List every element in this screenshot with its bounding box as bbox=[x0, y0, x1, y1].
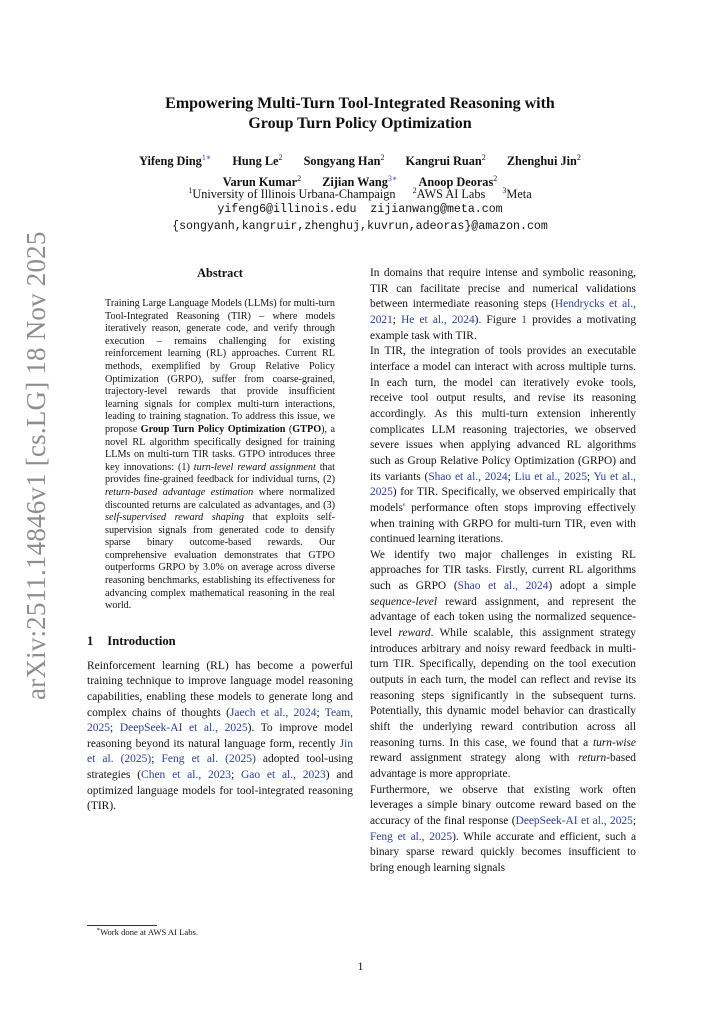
citation-link[interactable]: Chen et al., 2023 bbox=[141, 769, 231, 781]
abstract-heading: Abstract bbox=[197, 266, 243, 280]
affiliation: $^3$Meta bbox=[502, 186, 532, 202]
citation-link[interactable]: Jin et al. (2025) bbox=[87, 737, 353, 766]
citation-link[interactable]: DeepSeek-AI et al., 2025 bbox=[515, 814, 633, 827]
citation-link[interactable]: Shao et al., 2024 bbox=[428, 470, 508, 483]
email-line-1: yifeng6@illinois.edu zijianwang@meta.com bbox=[217, 203, 503, 216]
citation-link[interactable]: Gao et al., 2023 bbox=[240, 769, 326, 781]
citation-link[interactable]: Jaech et al., 2024 bbox=[229, 706, 317, 719]
author: Yifeng Ding$^{1∗}$ bbox=[139, 153, 212, 169]
affiliations bbox=[80, 186, 640, 202]
title-line-2: Group Turn Policy Optimization bbox=[248, 115, 472, 132]
author-list bbox=[80, 149, 640, 191]
citation-link[interactable]: DeepSeek-AI et al., 2025 bbox=[119, 722, 248, 735]
paragraph: We identify two major challenges in existing RL approaches for TIR tasks. Firstly, current RL algorithms such as GRPO (Shao et al., 2024) adopt a simple sequence-level reward assignment, and represent the advantage of each token using the normalized sequence-level reward. While scalable, this assignment strategy introduces arbitrary and noisy reward feedback in multi-turn TIR. Specifically, depending on the tool execution outputs in each turn, the model can reflect and revise its reasoning steps significantly in the subsequent turns. Potentially, this dynamic model behavior can drastically shift the underlying reward contribution across all reasoning turns. In this case, we found that a turn-wise reward assignment strategy along with return-based advantage is more appropriate. bbox=[370, 548, 637, 780]
author: Zhenghui Jin$^2$ bbox=[506, 153, 581, 169]
figure-link[interactable]: 1 bbox=[521, 313, 527, 326]
abstract-text: Training Large Language Models (LLMs) for multi-turn Tool-Integrated Reasoning (TIR) – where models iteratively reason, generate code, and verify through execution – remains challenging for existing reinforcement learning (RL) approaches. Current RL methods, exemplified by Group Relative Policy Optimization (GRPO), suffer from coarse-grained, trajectory-level rewards that provide insufficient learning signals for complex multi-turn interactions, leading to training stagnation. To address this issue, we propose Group Turn Policy Optimization (GTPO), a novel RL algorithm specifically designed for training LLMs on multi-turn TIR tasks. GTPO introduces three key innovations: (1) turn-level reward assignment that provides fine-grained feedback for individual turns, (2) return-based advantage estimation where normalized discounted returns are calculated as advantages, and (3) self-supervised reward shaping that exploits self-supervision signals from generated code to densify sparse binary outcome-based rewards. Our comprehensive evaluation demonstrates that GTPO outperforms GRPO by 3.0% on average across diverse reasoning benchmarks, establishing its effectiveness for advancing complex mathematical reasoning in the real world. bbox=[105, 298, 335, 612]
citation-link[interactable]: Yu et al., 2025 bbox=[370, 470, 637, 499]
paragraph: Furthermore, we observe that existing work often leverages a simple binary outcome reward based on the accuracy of the final response (DeepSeek-AI et al., 2025; Feng et al., 2025). While accurate and efficient, such a binary sparse reward quickly becomes insufficient to bring enough learning signals bbox=[370, 783, 636, 874]
footnote: ∗Work done at AWS AI Labs. bbox=[96, 926, 198, 937]
citation-link[interactable]: Feng et al. (2025) bbox=[161, 753, 256, 766]
citation-link[interactable]: Hendrycks et al., 2021 bbox=[370, 298, 636, 326]
paragraph: In TIR, the integration of tools provides an executable interface a model can interact with across multiple turns. In each turn, the model can iteratively evoke tools, receive tool output results, and revise its reasoning accordingly. As this multi-turn extension inherently complicates LLM reasoning trajectories, we observed severe issues when applying advanced RL algorithms such as Group Relative Policy Optimization (GRPO) and its variants (Shao et al., 2024; Liu et al., 2025; Yu et al., 2025) for TIR. Specifically, we observed empirically that models' performance often stops improving effectively when training with GRPO for multi-turn TIR, even with continued learning iterations. bbox=[370, 345, 637, 546]
section-heading-introduction: 1 Introduction bbox=[87, 633, 176, 648]
email-line-2: {songyanh,kangruir,zhenghuj,kuvrun,adeoras}@amazon.com bbox=[172, 220, 548, 233]
author: Hung Le$^2$ bbox=[232, 153, 283, 169]
author: Anoop Deoras$^2$ bbox=[418, 174, 498, 190]
affiliation: $^1$University of Illinois Urbana-Champaign bbox=[188, 186, 396, 202]
author: Kangrui Ruan$^2$ bbox=[405, 153, 486, 169]
author: Songyang Han$^2$ bbox=[303, 153, 385, 169]
affiliation: $^2$AWS AI Labs bbox=[412, 186, 486, 202]
paragraph: In domains that require intense and symbolic reasoning, TIR can facilitate precise and numerical validations between intermediate reasoning steps (Hendrycks et al., 2021; He et al., 2024). Figure 1 provides a motivating example task with TIR. bbox=[370, 267, 637, 342]
citation-link[interactable]: Shao et al., 2024 bbox=[457, 580, 549, 593]
author: Zijian Wang$^{3∗}$ bbox=[322, 174, 398, 190]
title-line-1: Empowering Multi-Turn Tool-Integrated Reasoning with bbox=[165, 95, 555, 112]
paper-title bbox=[80, 94, 640, 134]
arxiv-identifier: arXiv:2511.14846v1 [cs.LG] 18 Nov 2025 bbox=[21, 231, 51, 700]
author: Varun Kumar$^2$ bbox=[222, 174, 302, 190]
citation-link[interactable]: Liu et al., 2025 bbox=[514, 470, 587, 483]
page-number: 1 bbox=[357, 961, 364, 973]
right-column bbox=[370, 266, 636, 877]
left-column bbox=[87, 266, 353, 815]
citation-link[interactable]: He et al., 2024 bbox=[401, 313, 475, 326]
citation-link[interactable]: Team, 2025 bbox=[87, 706, 353, 735]
citation-link[interactable]: Feng et al., 2025 bbox=[370, 830, 453, 843]
intro-paragraph: Reinforcement learning (RL) has become a powerful training technique to improve language model reasoning capabilities, enabling these models to generate long and complex chains of thoughts (Jaech et al., 2024; Team, 2025; DeepSeek-AI et al., 2025). To improve model reasoning beyond its natural language form, recently Jin et al. (2025); Feng et al. (2025) adopted tool-using strategies (Chen et al., 2023; Gao et al., 2023) and optimized language models for tool-integrated reasoning (TIR). bbox=[87, 659, 353, 813]
